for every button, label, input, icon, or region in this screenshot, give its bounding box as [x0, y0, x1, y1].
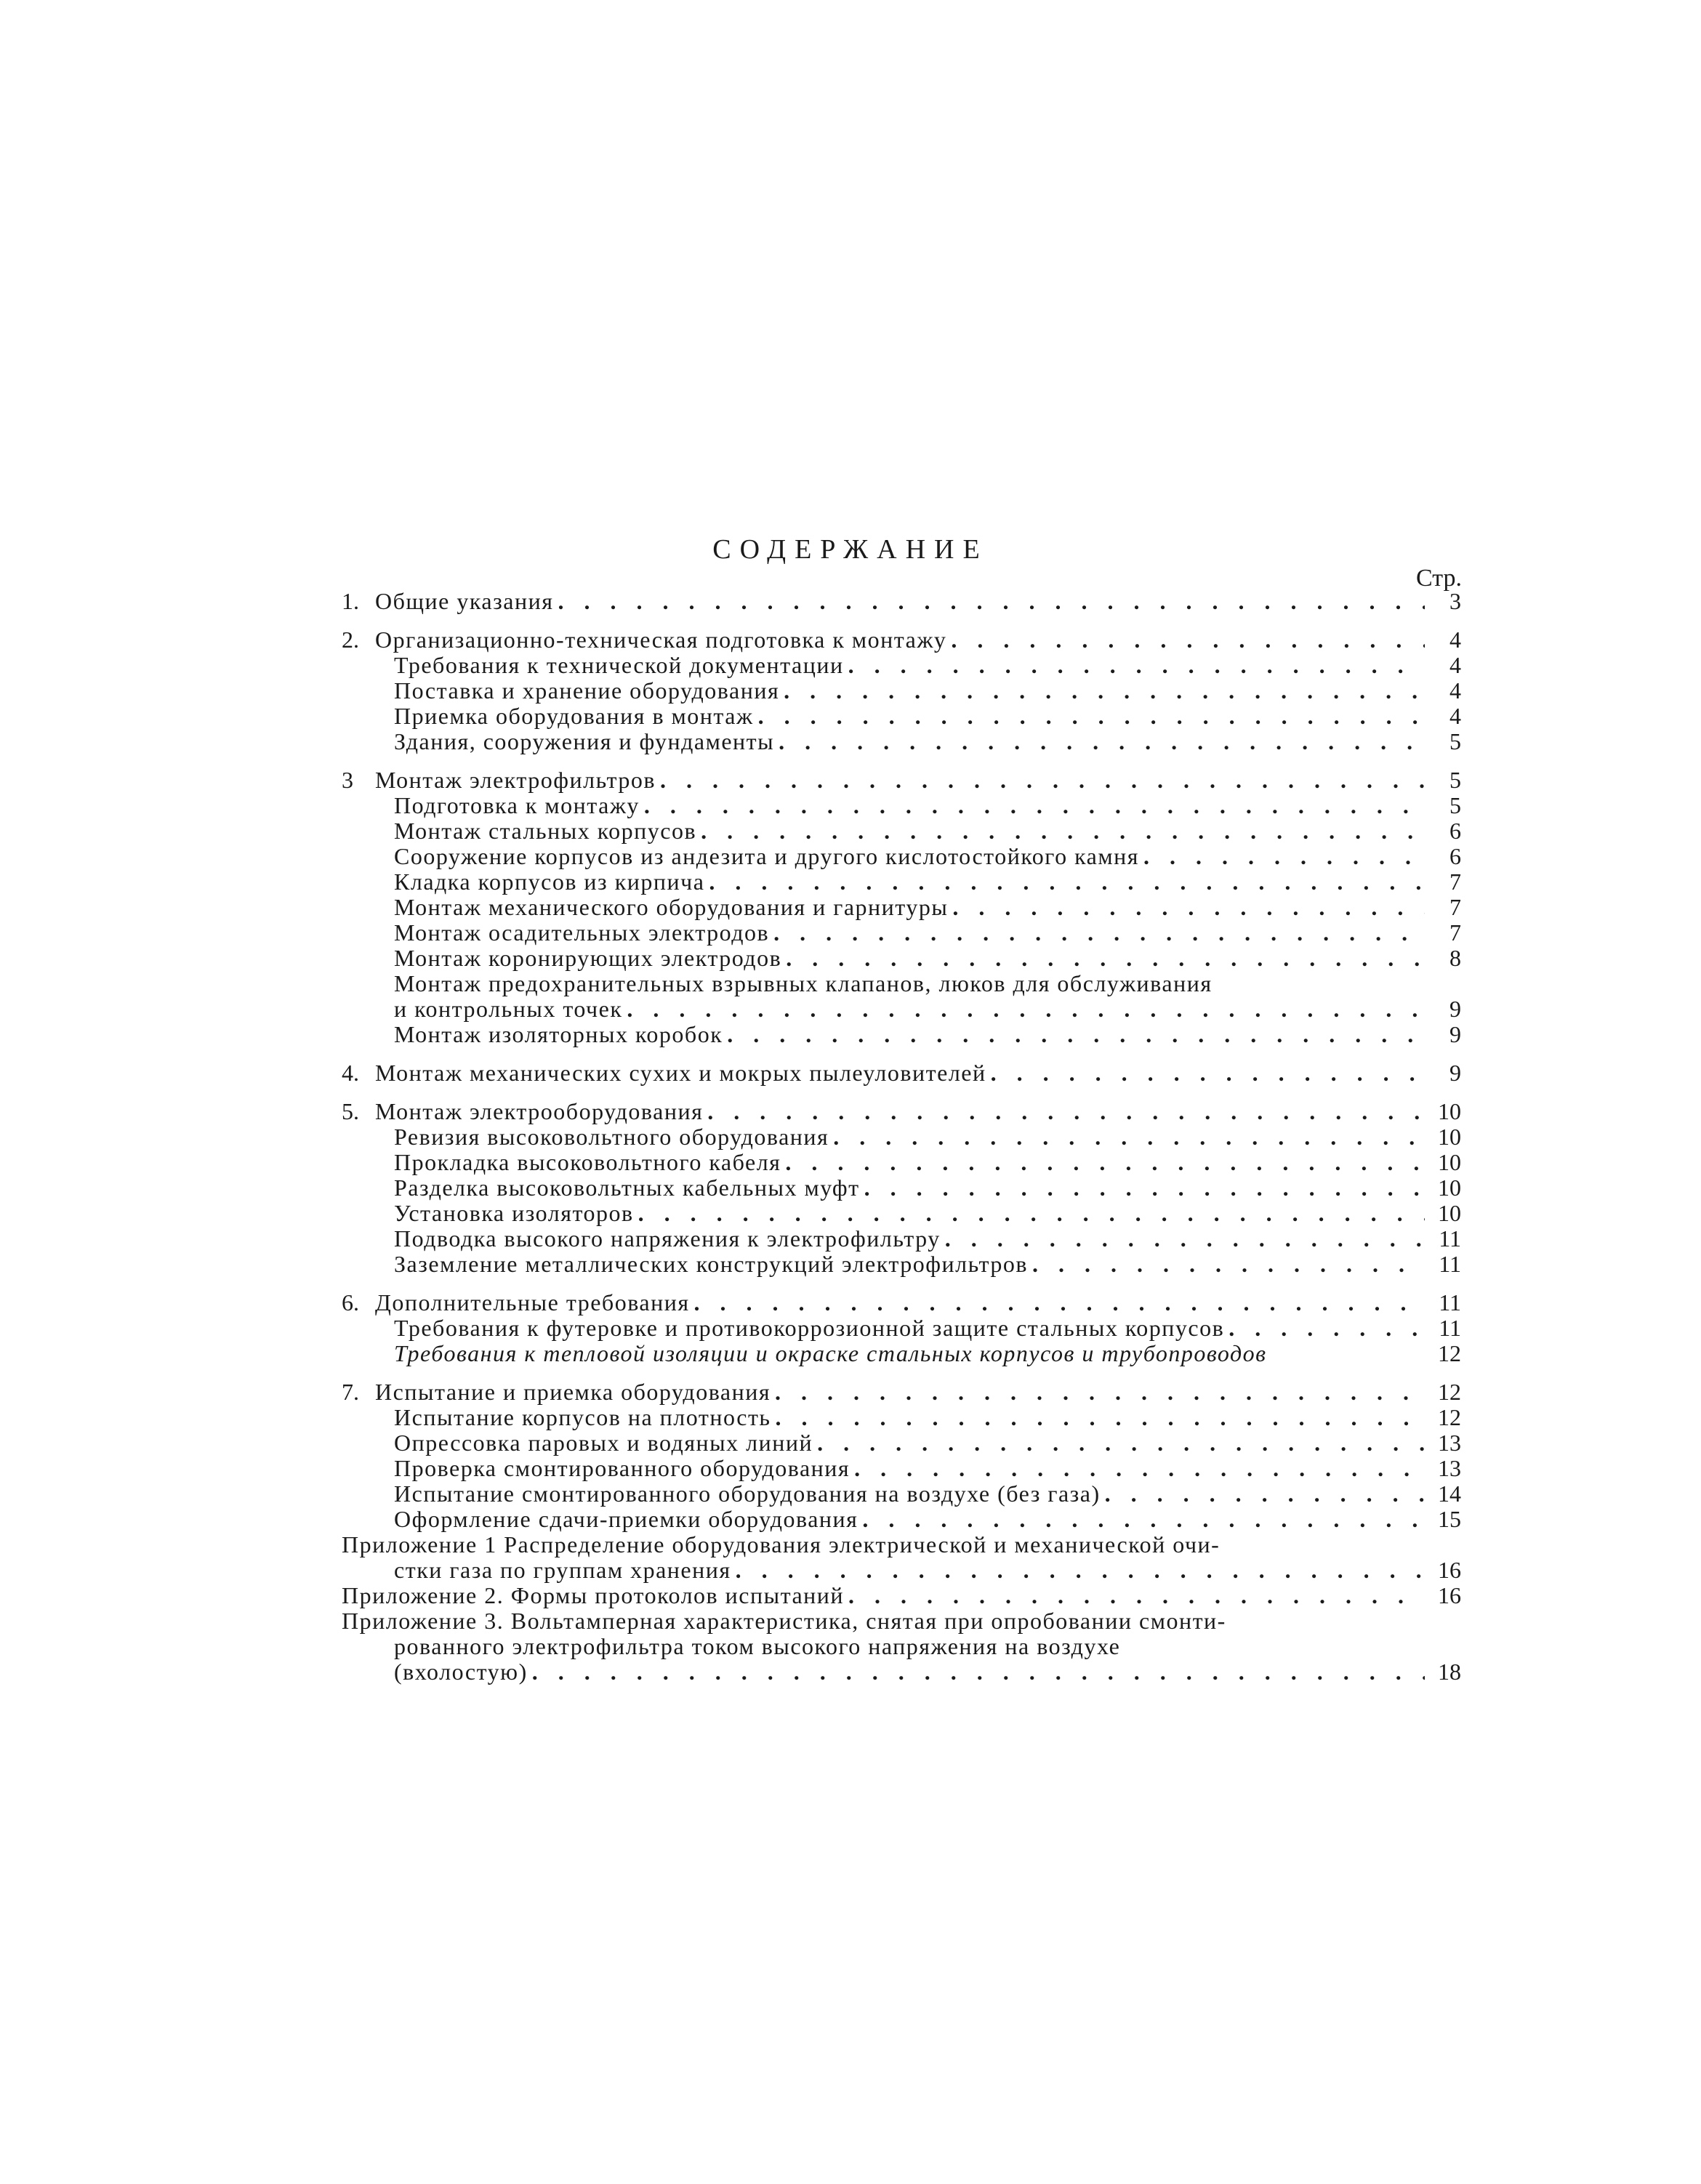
toc-subsection-entry — [342, 678, 1461, 704]
toc-page-number: 12 — [1438, 1404, 1461, 1430]
toc-page-number: 10 — [1438, 1149, 1461, 1175]
toc-page-number: 11 — [1439, 1225, 1461, 1252]
toc-entry-title: Монтаж электрофильтров — [375, 767, 656, 793]
toc-entry-title: (вхолостую) — [394, 1659, 528, 1685]
toc-page-number: 16 — [1438, 1557, 1461, 1583]
toc-page-number: 9 — [1449, 1021, 1461, 1047]
dot-leader — [833, 1124, 1425, 1150]
toc-subsection-entry — [342, 1175, 1461, 1201]
toc-entry-number: 7. — [342, 1379, 359, 1405]
toc-entry-title: Здания, сооружения и фундаменты — [394, 729, 775, 754]
toc-entry-title: Монтаж механических сухих и мокрых пылеуловителей — [375, 1060, 986, 1086]
dot-leader — [784, 678, 1425, 704]
section-gap — [342, 1047, 1461, 1060]
dot-leader — [848, 653, 1425, 678]
toc-appendix-entry — [342, 1583, 1461, 1608]
toc-entry-title: Оформление сдачи-приемки оборудования — [394, 1507, 858, 1532]
dot-leader — [558, 589, 1425, 614]
toc-entry-number: 1. — [342, 588, 359, 614]
dot-leader — [1217, 971, 1425, 996]
toc-page-number: 4 — [1449, 677, 1461, 704]
toc-appendix-entry — [342, 1659, 1461, 1685]
toc-page-number: 3 — [1449, 588, 1461, 614]
toc-page-number: 13 — [1438, 1430, 1461, 1456]
toc-page-number: 4 — [1449, 626, 1461, 653]
dot-leader — [864, 1175, 1425, 1201]
toc-subsection-entry — [342, 869, 1461, 895]
toc-entry-title: Монтаж стальных корпусов — [394, 818, 697, 844]
toc-entry-title: Ревизия высоковольтного оборудования — [394, 1124, 829, 1150]
toc-page-number: 15 — [1438, 1506, 1461, 1532]
toc-page-number: 5 — [1449, 792, 1461, 818]
toc-entry-title: Требования к футеровке и противокоррозионной защите стальных корпусов — [394, 1315, 1225, 1341]
dot-leader — [779, 729, 1425, 754]
dot-leader — [1228, 1315, 1425, 1341]
toc-subsection-entry — [342, 895, 1461, 920]
toc-entry-title: Сооружение корпусов из андезита и другого кислотостойкого камня — [394, 844, 1139, 869]
toc-entry-title: Подводка высокого напряжения к электрофильтру — [394, 1226, 941, 1252]
toc-page-number: 4 — [1449, 652, 1461, 678]
toc-section-entry — [342, 1099, 1461, 1124]
toc-section-entry — [342, 589, 1461, 614]
toc-page-number: 7 — [1449, 894, 1461, 920]
toc-subsection-entry — [342, 844, 1461, 869]
toc-entry-title: стки газа по группам хранения — [394, 1558, 731, 1583]
toc-subsection-entry — [342, 653, 1461, 678]
toc-entry-number: 6. — [342, 1289, 359, 1315]
toc-page-number: 5 — [1449, 767, 1461, 793]
toc-page-number: 13 — [1438, 1455, 1461, 1481]
dot-leader — [709, 869, 1425, 895]
toc-entry-title: Монтаж коронирующих электродов — [394, 946, 782, 971]
dot-leader — [1231, 1608, 1425, 1634]
dot-leader — [862, 1507, 1425, 1532]
toc-entry-title: Монтаж предохранительных взрывных клапанов, люков для обслуживания — [394, 971, 1213, 996]
toc-entry-title: Приложение 2. Формы протоколов испытаний — [342, 1583, 845, 1608]
toc-entry-title: Разделка высоковольтных кабельных муфт — [394, 1175, 860, 1201]
toc-page-number: 9 — [1449, 1060, 1461, 1086]
toc-entry-number: 3 — [342, 767, 353, 793]
toc-entry-title: Опрессовка паровых и водяных линий — [394, 1430, 813, 1456]
toc-subsection-entry — [342, 1430, 1461, 1456]
toc-subsection-entry — [342, 818, 1461, 844]
dot-leader — [1143, 844, 1425, 869]
toc-subsection-entry — [342, 996, 1461, 1022]
toc-page-number: 11 — [1439, 1251, 1461, 1277]
toc-entry-title: Монтаж механического оборудования и гарнитуры — [394, 895, 949, 920]
section-gap — [342, 1277, 1461, 1290]
dot-leader — [1224, 1532, 1425, 1558]
dot-leader — [945, 1226, 1425, 1252]
toc-entry-title: Монтаж изоляторных коробок — [394, 1022, 723, 1047]
toc-section-entry — [342, 767, 1461, 793]
toc-section-entry — [342, 1290, 1461, 1315]
toc-subsection-entry — [342, 1252, 1461, 1277]
toc-appendix-entry — [342, 1608, 1461, 1634]
dot-leader — [786, 946, 1425, 971]
dot-leader — [644, 793, 1425, 818]
toc-subsection-entry — [342, 946, 1461, 971]
toc-page-number: 10 — [1438, 1174, 1461, 1201]
toc-page-number: 6 — [1449, 818, 1461, 844]
toc-subsection-entry — [342, 1507, 1461, 1532]
dot-leader — [707, 1099, 1425, 1124]
toc-title: СОДЕРЖАНИЕ — [712, 534, 989, 565]
section-gap — [342, 614, 1461, 627]
toc-entry-title: Приемка оборудования в монтаж — [394, 704, 754, 729]
dot-leader — [776, 1405, 1425, 1430]
toc-entry-title: Испытание смонтированного оборудования на воздухе (без газа) — [394, 1481, 1101, 1507]
toc-page-number: 12 — [1438, 1379, 1461, 1405]
dot-leader — [694, 1290, 1425, 1315]
toc-subsection-entry — [342, 920, 1461, 946]
toc-page-number: 11 — [1439, 1315, 1461, 1341]
toc-subsection-entry — [342, 971, 1461, 996]
section-gap — [342, 1086, 1461, 1099]
toc-subsection-entry — [342, 1481, 1461, 1507]
toc-subsection-entry — [342, 1226, 1461, 1252]
toc-entry-title: Приложение 3. Вольтамперная характеристика, снятая при опробовании смонти- — [342, 1608, 1226, 1634]
toc-appendix-entry — [342, 1634, 1461, 1659]
section-gap — [342, 754, 1461, 767]
dot-leader — [848, 1583, 1425, 1608]
toc-page-number: 16 — [1438, 1582, 1461, 1608]
dot-leader — [758, 704, 1425, 729]
toc-entry-title: Дополнительные требования — [375, 1290, 690, 1315]
toc-entry-title: рованного электрофильтра током высокого напряжения на воздухе — [394, 1634, 1121, 1659]
toc-entry-title: Кладка корпусов из кирпича — [394, 869, 705, 895]
toc-subsection-entry — [342, 1341, 1461, 1366]
toc-page-number: 4 — [1449, 703, 1461, 729]
toc-entry-title: Монтаж осадительных электродов — [394, 920, 770, 946]
toc-appendix-entry — [342, 1558, 1461, 1583]
toc-subsection-entry — [342, 1405, 1461, 1430]
toc-entry-title: Проверка смонтированного оборудования — [394, 1456, 850, 1481]
table-of-contents — [342, 589, 1461, 1685]
toc-page-number: 10 — [1438, 1124, 1461, 1150]
toc-subsection-entry — [342, 793, 1461, 818]
toc-page-number: 7 — [1449, 919, 1461, 946]
toc-entry-title: Испытание и приемка оборудования — [375, 1379, 771, 1405]
dot-leader — [854, 1456, 1425, 1481]
dot-leader — [952, 895, 1425, 920]
dot-leader — [660, 767, 1425, 793]
toc-page-number: 8 — [1449, 945, 1461, 971]
dot-leader — [638, 1201, 1425, 1226]
toc-entry-title: Общие указания — [375, 589, 554, 614]
dot-leader — [627, 996, 1425, 1022]
toc-entry-number: 5. — [342, 1098, 359, 1124]
toc-subsection-entry — [342, 704, 1461, 729]
toc-page-number: 11 — [1439, 1289, 1461, 1315]
dot-leader — [817, 1430, 1425, 1456]
toc-entry-title: Прокладка высоковольтного кабеля — [394, 1150, 781, 1175]
toc-page-number: 7 — [1449, 869, 1461, 895]
toc-entry-number: 2. — [342, 626, 359, 653]
toc-subsection-entry — [342, 1124, 1461, 1150]
toc-subsection-entry — [342, 1201, 1461, 1226]
toc-page-number: 9 — [1449, 996, 1461, 1022]
toc-entry-title: и контрольных точек — [394, 996, 623, 1022]
toc-entry-title: Организационно-техническая подготовка к монтажу — [375, 627, 947, 653]
toc-page-number: 12 — [1438, 1340, 1461, 1366]
toc-section-entry — [342, 627, 1461, 653]
toc-page-number: 5 — [1449, 728, 1461, 754]
toc-entry-title: Установка изоляторов — [394, 1201, 634, 1226]
dot-leader — [1125, 1634, 1425, 1659]
toc-subsection-entry — [342, 729, 1461, 754]
toc-entry-title: Поставка и хранение оборудования — [394, 678, 780, 704]
dot-leader — [1032, 1252, 1425, 1277]
toc-page-number: 14 — [1438, 1480, 1461, 1507]
toc-entry-number: 4. — [342, 1060, 359, 1086]
toc-entry-title: Требования к технической документации — [394, 653, 844, 678]
toc-entry-title: Приложение 1 Распределение оборудования электрической и механической очи- — [342, 1532, 1221, 1558]
dot-leader — [727, 1022, 1425, 1047]
toc-entry-title: Монтаж электрооборудования — [375, 1099, 704, 1124]
toc-appendix-entry — [342, 1532, 1461, 1558]
dot-leader — [991, 1060, 1425, 1086]
dot-leader — [736, 1558, 1425, 1583]
toc-subsection-entry — [342, 1150, 1461, 1175]
toc-section-entry — [342, 1060, 1461, 1086]
page-column-label: Стр. — [1416, 565, 1463, 592]
toc-entry-title: Требования к тепловой изоляции и окраске стальных корпусов и трубопроводов — [394, 1341, 1267, 1366]
dot-leader — [951, 627, 1425, 653]
toc-section-entry — [342, 1379, 1461, 1405]
toc-page-number: 18 — [1438, 1659, 1461, 1685]
toc-subsection-entry — [342, 1022, 1461, 1047]
dot-leader — [775, 1379, 1425, 1405]
dot-leader — [773, 920, 1425, 946]
toc-entry-title: Заземление металлических конструкций электрофильтров — [394, 1252, 1028, 1277]
toc-subsection-entry — [342, 1315, 1461, 1341]
dot-leader — [701, 818, 1425, 844]
toc-entry-title: Испытание корпусов на плотность — [394, 1405, 771, 1430]
toc-entry-title: Подготовка к монтажу — [394, 793, 640, 818]
section-gap — [342, 1366, 1461, 1379]
toc-page-number: 10 — [1438, 1098, 1461, 1124]
dot-leader — [785, 1150, 1425, 1175]
toc-page-number: 10 — [1438, 1200, 1461, 1226]
toc-subsection-entry — [342, 1456, 1461, 1481]
dot-leader — [532, 1659, 1425, 1685]
toc-page-number: 6 — [1449, 843, 1461, 869]
dot-leader — [1105, 1481, 1425, 1507]
